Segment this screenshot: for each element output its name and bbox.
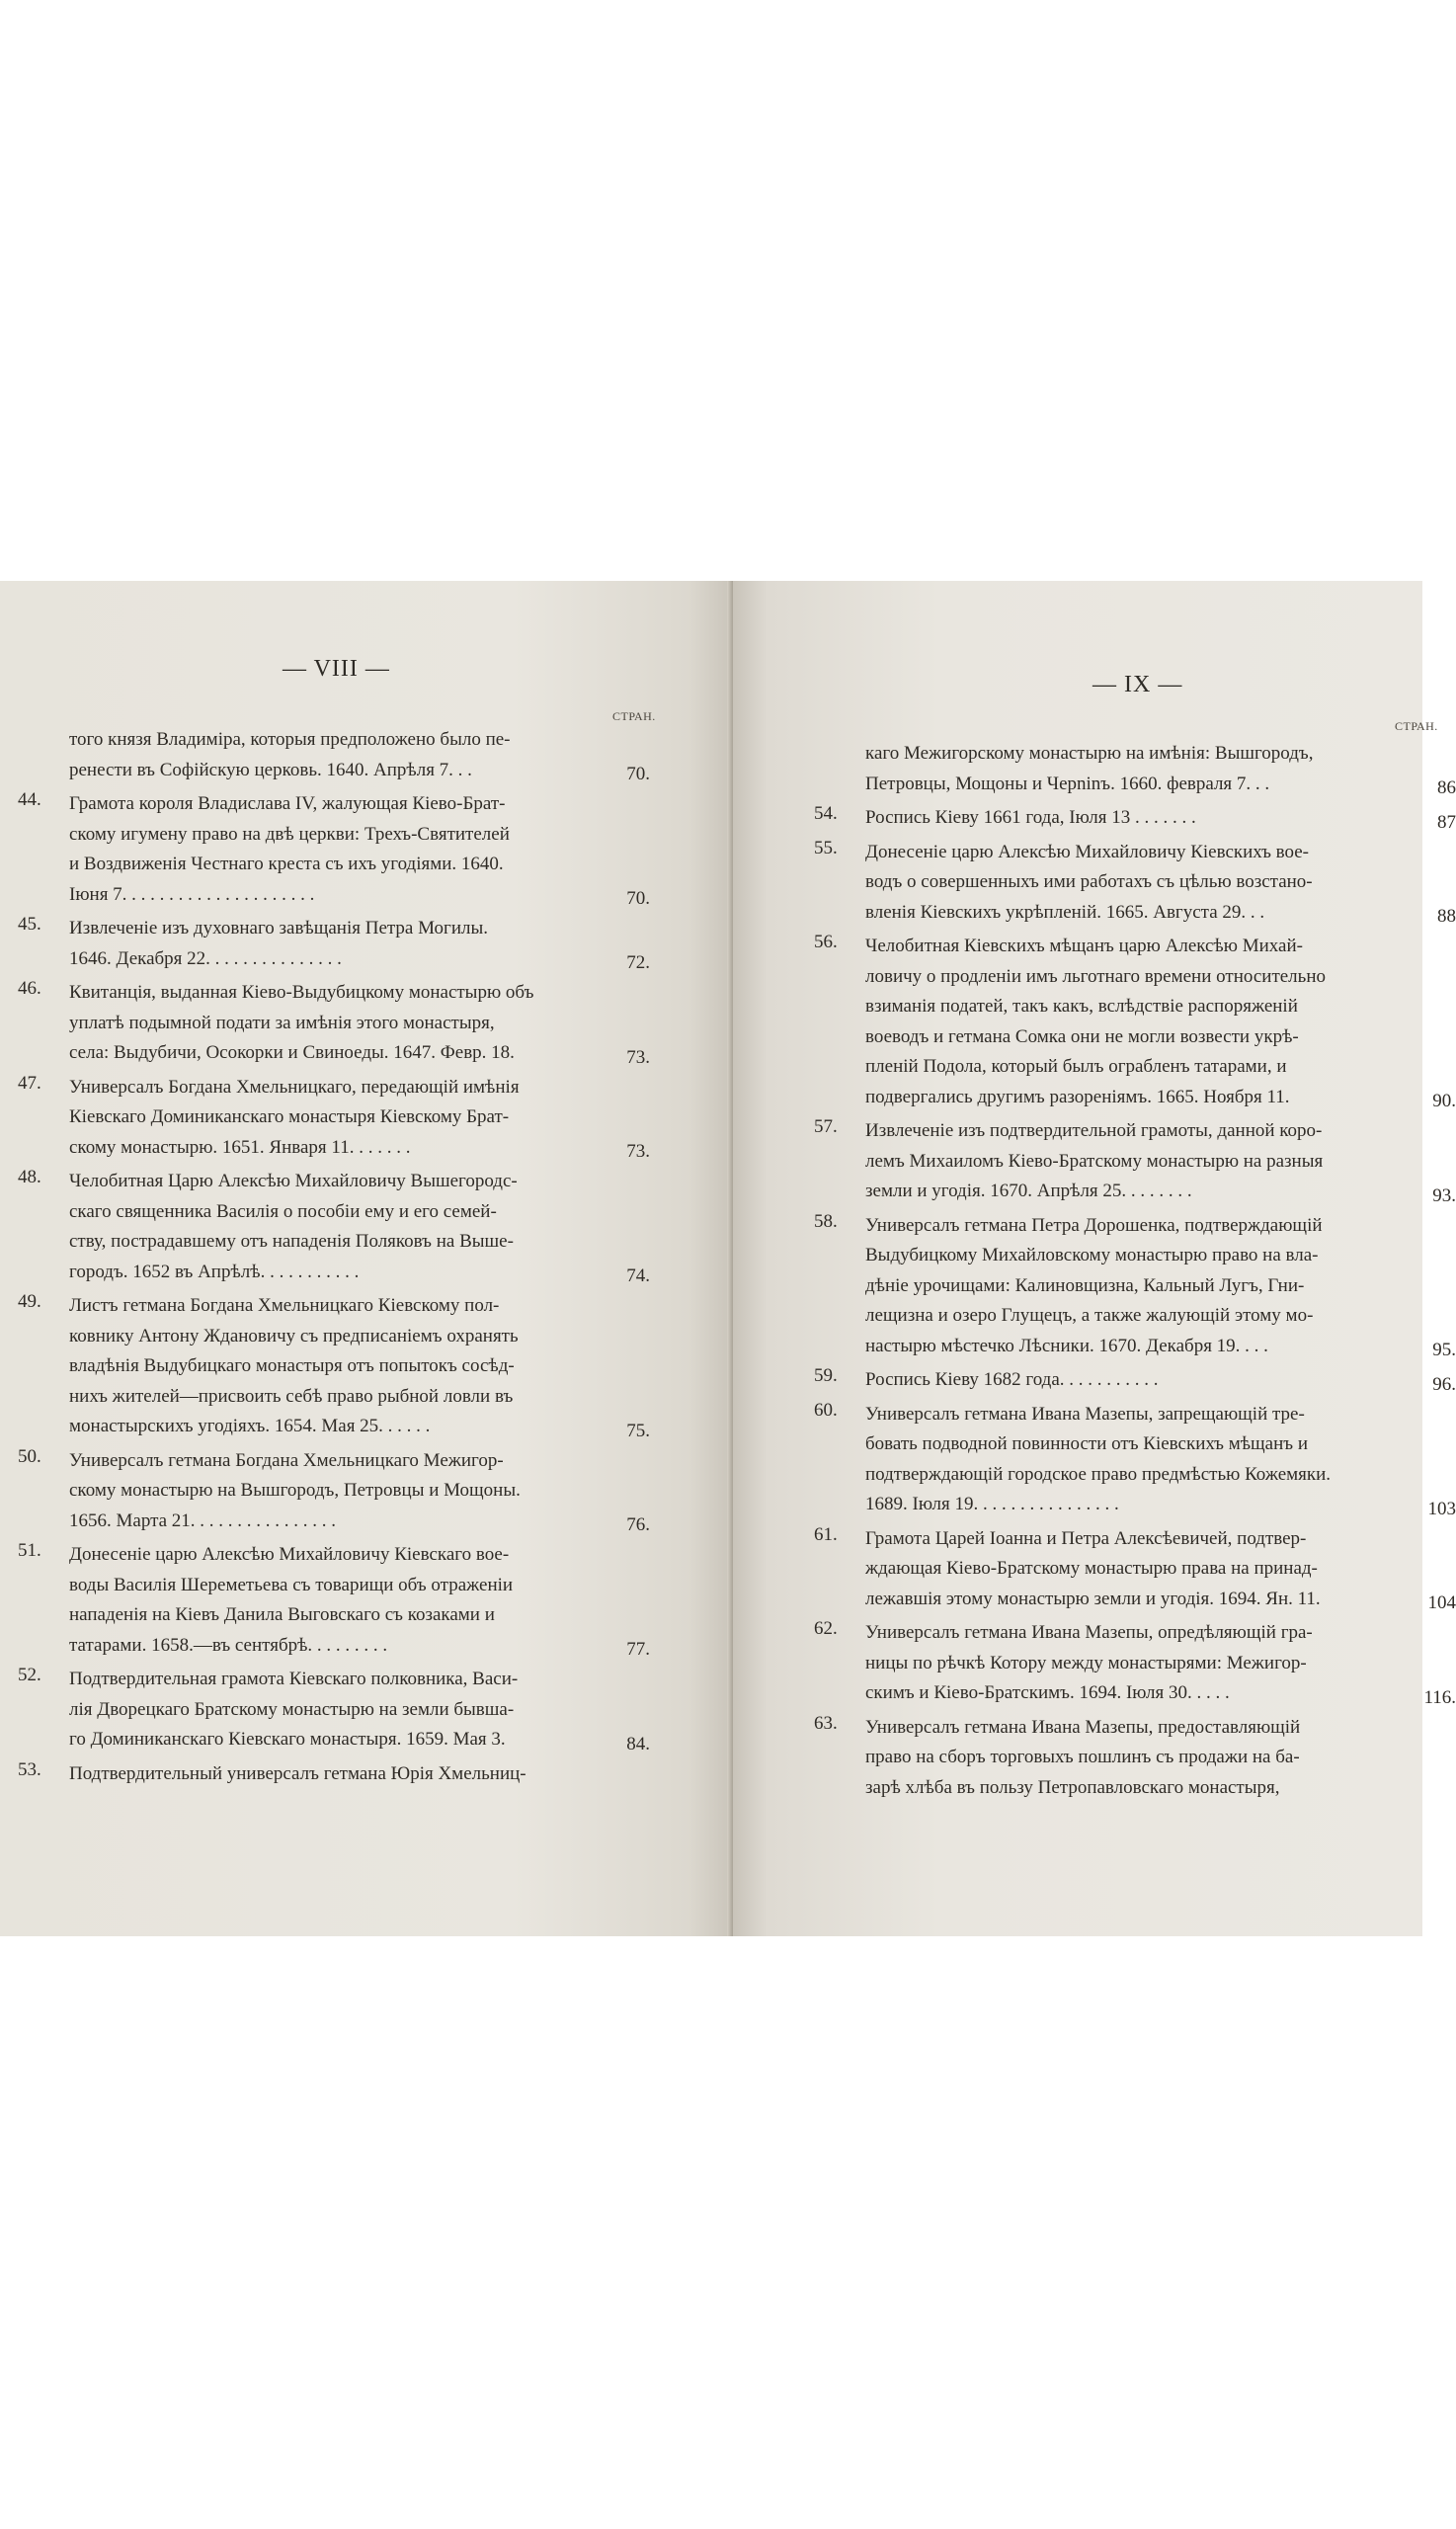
- toc-entry-page-number: 116.: [1423, 1686, 1456, 1708]
- toc-entry-line: ству, пострадавшему отъ нападенія Поляковъ на Выше-: [69, 1231, 514, 1252]
- toc-entry-line: зарѣ хлѣба въ пользу Петропавловскаго монастыря,: [865, 1776, 1280, 1798]
- toc-entry-line: Извлеченіе изъ духовнаго завѣщанія Петра Могилы.: [69, 918, 488, 938]
- toc-entry-page-number: 84.: [626, 1733, 650, 1754]
- toc-entry: [18, 725, 650, 785]
- toc-entry-line: подвергались другимъ разореніямъ. 1665. Ноября 11.: [865, 1086, 1290, 1107]
- toc-entry-line: лемъ Михаиломъ Кіево-Братскому монастырю на разныя: [865, 1150, 1324, 1172]
- toc-entry-line: владѣнія Выдубицкаго монастыря отъ попытокъ сосѣд-: [69, 1355, 515, 1376]
- toc-entry-line: право на сборъ торговыхъ пошлинъ съ продажи на ба-: [865, 1747, 1300, 1767]
- toc-entry: [814, 1116, 1456, 1207]
- toc-entry-line: Выдубицкому Михайловскому монастырю право на вла-: [865, 1245, 1319, 1265]
- toc-entry-line: Универсалъ гетмана Ивана Мазепы, запрещающій тре-: [865, 1403, 1305, 1425]
- toc-entry: [814, 1524, 1456, 1615]
- toc-entry-page-number: 103: [1427, 1498, 1456, 1519]
- toc-entry-line: скому монастырю. 1651. Января 11. . . . . . .: [69, 1136, 411, 1158]
- toc-entry-line: Листъ гетмана Богдана Хмельницкаго Кіевскому пол-: [69, 1295, 500, 1316]
- toc-entry: [18, 1291, 650, 1442]
- toc-entry-line: ницы по рѣчкѣ Котору между монастырями: Межигор-: [865, 1652, 1307, 1673]
- toc-entry: [18, 1167, 650, 1287]
- toc-entry-number: 45.: [18, 914, 41, 935]
- toc-entry-line: Донесеніе царю Алексѣю Михайловичу Кіевскаго вое-: [69, 1544, 510, 1565]
- toc-entry-line: вленія Кіевскихъ укрѣпленій. 1665. Августа 29. . .: [865, 901, 1265, 923]
- toc-entry-page-number: 104: [1427, 1592, 1456, 1613]
- toc-entry-line: подтверждающій городское право предмѣстью Кожемяки.: [865, 1463, 1332, 1485]
- toc-entry-line: 1656. Марта 21. . . . . . . . . . . . . . . .: [69, 1509, 337, 1531]
- toc-entry-line: Роспись Кіеву 1682 года. . . . . . . . . . .: [865, 1369, 1159, 1390]
- toc-entry: [18, 1073, 650, 1164]
- toc-entry-page-number: 70.: [626, 764, 650, 784]
- toc-entry-line: Челобитная Кіевскихъ мѣщанъ царю Алексѣю Михай-: [865, 936, 1303, 956]
- toc-entry-line: скому монастырю на Вышгородъ, Петровцы и Мощоны.: [69, 1480, 521, 1501]
- toc-entry-number: 55.: [814, 837, 838, 858]
- toc-entry-line: и Воздвиженія Честнаго креста съ ихъ угодіями. 1640.: [69, 854, 504, 874]
- toc-entry-number: 56.: [814, 932, 838, 952]
- toc-entry-line: того князя Владиміра, которыя предположено было пе-: [69, 729, 511, 750]
- toc-entry-line: Петровцы, Мощоны и Черninъ. 1660. февраля 7. . .: [865, 773, 1270, 794]
- toc-entry-line: городъ. 1652 въ Апрѣлѣ. . . . . . . . . . .: [69, 1261, 360, 1282]
- toc-entry: [814, 932, 1456, 1112]
- toc-entry-line: скому игумену право на двѣ церкви: Трехъ-Святителей: [69, 823, 510, 845]
- left-page-header: — VIII —: [283, 656, 390, 682]
- toc-entry-line: уплатѣ подымной подати за имѣнія этого монастыря,: [69, 1012, 495, 1033]
- toc-entry-number: 63.: [814, 1712, 838, 1734]
- toc-entry-page-number: 88: [1437, 906, 1456, 927]
- toc-entry-line: пленій Подола, который былъ ограбленъ татарами, и: [865, 1056, 1287, 1077]
- toc-entry: [814, 1400, 1456, 1520]
- toc-entry-line: Роспись Кіеву 1661 года, Іюля 13 . . . . . . .: [865, 807, 1196, 828]
- toc-entry-line: Подтвердительная грамота Кіевскаго полковника, Васи-: [69, 1669, 519, 1689]
- left-page: [0, 581, 733, 1936]
- toc-entry-line: села: Выдубичи, Осокорки и Свиноеды. 1647. Февр. 18.: [69, 1042, 515, 1063]
- toc-entry-number: 44.: [18, 789, 41, 810]
- toc-entry-line: Іюня 7. . . . . . . . . . . . . . . . . . . . .: [69, 883, 315, 905]
- toc-entry: [18, 1665, 650, 1755]
- toc-entry-page-number: 93.: [1432, 1184, 1456, 1206]
- toc-entry: [18, 1446, 650, 1537]
- toc-entry-line: земли и угодія. 1670. Апрѣля 25. . . . . . . .: [865, 1181, 1192, 1201]
- toc-entry-page-number: 70.: [626, 888, 650, 909]
- toc-entry: [814, 1365, 1456, 1396]
- toc-entry-line: ренести въ Софійскую церковь. 1640. Апрѣля 7. . .: [69, 759, 472, 780]
- book-spread: [0, 581, 1456, 1936]
- toc-entry-number: 48.: [18, 1167, 41, 1187]
- toc-entry-page-number: 95.: [1432, 1340, 1456, 1360]
- toc-entry: [18, 1540, 650, 1661]
- toc-entry-line: го Доминиканскаго Кіевскаго монастыря. 1659. Мая 3.: [69, 1729, 506, 1750]
- toc-entry-line: Универсалъ гетмана Ивана Мазепы, опредѣляющій гра-: [865, 1622, 1313, 1643]
- toc-entry-line: каго Межигорскому монастырю на имѣнія: Вышгородъ,: [865, 743, 1314, 764]
- toc-entry: [814, 1713, 1456, 1804]
- toc-entry-line: настырю мѣстечко Лѣсники. 1670. Декабря 19. . . .: [865, 1335, 1268, 1356]
- toc-entry-line: взиманія податей, такъ какъ, вслѣдствіе распоряженій: [865, 996, 1298, 1017]
- toc-entry-line: нападенія на Кіевъ Данила Выговскаго съ козаками и: [69, 1604, 495, 1625]
- toc-entry-number: 50.: [18, 1445, 41, 1467]
- right-page: [733, 581, 1456, 1936]
- toc-entry-line: ковнику Антону Ждановичу съ предписаніемъ охранять: [69, 1325, 519, 1346]
- toc-entry-number: 57.: [814, 1116, 838, 1137]
- toc-entry: [814, 838, 1456, 929]
- toc-entry-number: 59.: [814, 1365, 838, 1386]
- right-page-column-label: СТРАН.: [1395, 719, 1438, 733]
- toc-entry-number: 52.: [18, 1665, 41, 1685]
- toc-entry-number: 47.: [18, 1072, 41, 1094]
- toc-entry-line: скаго священника Василія о пособіи ему и его семей-: [69, 1200, 497, 1222]
- toc-entry-line: бовать подводной повинности отъ Кіевскихъ мѣщанъ и: [865, 1433, 1309, 1454]
- toc-entry-line: Извлеченіе изъ подтвердительной грамоты, данной коро-: [865, 1120, 1323, 1141]
- toc-entry-page-number: 73.: [626, 1141, 650, 1162]
- toc-entry-line: 1689. Іюля 19. . . . . . . . . . . . . . . .: [865, 1494, 1119, 1514]
- toc-entry-number: 51.: [18, 1540, 41, 1561]
- toc-entry-page-number: 86: [1437, 777, 1456, 798]
- toc-entry: [18, 978, 650, 1069]
- toc-entry-line: Универсалъ гетмана Петра Дорошенка, подтверждающій: [865, 1214, 1323, 1236]
- toc-entry-line: монастырскихъ угодіяхъ. 1654. Мая 25. . . . . .: [69, 1416, 431, 1436]
- toc-entry-line: Универсалъ Богдана Хмельницкаго, передающій имѣнія: [69, 1076, 520, 1098]
- toc-entry-line: лежавшія этому монастырю земли и угодія. 1694. Ян. 11.: [865, 1588, 1321, 1609]
- toc-entry: [814, 739, 1456, 799]
- toc-entry-line: лещизна и озеро Глущецъ, а также жалующій этому мо-: [865, 1305, 1314, 1326]
- toc-entry: [18, 789, 650, 910]
- toc-entry-number: 46.: [18, 978, 41, 999]
- toc-entry: [814, 803, 1456, 834]
- toc-entry-number: 49.: [18, 1291, 41, 1312]
- left-toc-list: [18, 725, 650, 1793]
- toc-entry-page-number: 73.: [626, 1046, 650, 1068]
- toc-entry-line: водъ о совершенныхъ ими работахъ съ цѣлью возстано-: [865, 871, 1313, 892]
- left-page-column-label: СТРАН.: [612, 709, 656, 723]
- toc-entry-line: Кіевскаго Доминиканскаго монастыря Кіевскому Брат-: [69, 1106, 510, 1127]
- toc-entry-number: 54.: [814, 803, 838, 824]
- toc-entry-number: 58.: [814, 1210, 838, 1232]
- toc-entry-number: 60.: [814, 1399, 838, 1421]
- toc-entry-line: ждающая Кіево-Братскому монастырю права на принад-: [865, 1558, 1318, 1579]
- toc-entry-page-number: 75.: [626, 1420, 650, 1441]
- toc-entry-page-number: 90.: [1432, 1091, 1456, 1111]
- toc-entry: [814, 1618, 1456, 1709]
- toc-entry-line: Донесеніе царю Алексѣю Михайловичу Кіевскихъ вое-: [865, 841, 1309, 862]
- toc-entry-line: лія Дворецкаго Братскому монастырю на земли бывша-: [69, 1698, 515, 1720]
- toc-entry-line: скимъ и Кіево-Братскимъ. 1694. Іюля 30. . . . .: [865, 1682, 1230, 1703]
- toc-entry-line: нихъ жителей—присвоить себѣ право рыбной ловли въ: [69, 1385, 514, 1407]
- toc-entry-page-number: 72.: [626, 952, 650, 973]
- right-page-header: — IX —: [1092, 672, 1183, 697]
- toc-entry-line: Грамота короля Владислава IV, жалующая Кіево-Брат-: [69, 793, 506, 814]
- toc-entry-line: Грамота Царей Іоанна и Петра Алексѣевичей, подтвер-: [865, 1527, 1307, 1549]
- toc-entry-number: 61.: [814, 1523, 838, 1545]
- toc-entry-line: 1646. Декабря 22. . . . . . . . . . . . . . .: [69, 947, 342, 969]
- toc-entry-page-number: 96.: [1432, 1373, 1456, 1395]
- toc-entry-line: Универсалъ гетмана Богдана Хмельницкаго Межигор-: [69, 1449, 504, 1471]
- toc-entry-number: 53.: [18, 1758, 41, 1780]
- toc-entry-line: Подтвердительный универсалъ гетмана Юрія Хмельниц-: [69, 1762, 526, 1784]
- toc-entry: [18, 914, 650, 974]
- toc-entry-page-number: 87: [1437, 811, 1456, 833]
- toc-entry-page-number: 76.: [626, 1514, 650, 1535]
- toc-entry: [814, 1211, 1456, 1362]
- toc-entry-line: татарами. 1658.—въ сентябрѣ. . . . . . . . .: [69, 1634, 388, 1656]
- toc-entry-line: воды Василія Шереметьева съ товарищи объ отраженіи: [69, 1574, 514, 1595]
- right-toc-list: [814, 739, 1456, 1807]
- toc-entry-line: Квитанція, выданная Кіево-Выдубицкому монастырю объ: [69, 982, 534, 1003]
- toc-entry-line: дѣніе урочищами: Калиновщизна, Кальный Лугъ, Гни-: [865, 1274, 1305, 1296]
- toc-entry-line: Челобитная Царю Алексѣю Михайловичу Вышегородс-: [69, 1171, 518, 1191]
- toc-entry-page-number: 77.: [626, 1639, 650, 1660]
- toc-entry-line: воеводъ и гетмана Сомка они не могли возвести укрѣ-: [865, 1025, 1299, 1047]
- toc-entry-page-number: 74.: [626, 1265, 650, 1286]
- toc-entry: [18, 1759, 650, 1790]
- toc-entry-line: ловичу о продленіи имъ льготнаго времени относительно: [865, 965, 1326, 987]
- toc-entry-line: Универсалъ гетмана Ивана Мазепы, предоставляющій: [865, 1716, 1301, 1738]
- toc-entry-number: 62.: [814, 1618, 838, 1639]
